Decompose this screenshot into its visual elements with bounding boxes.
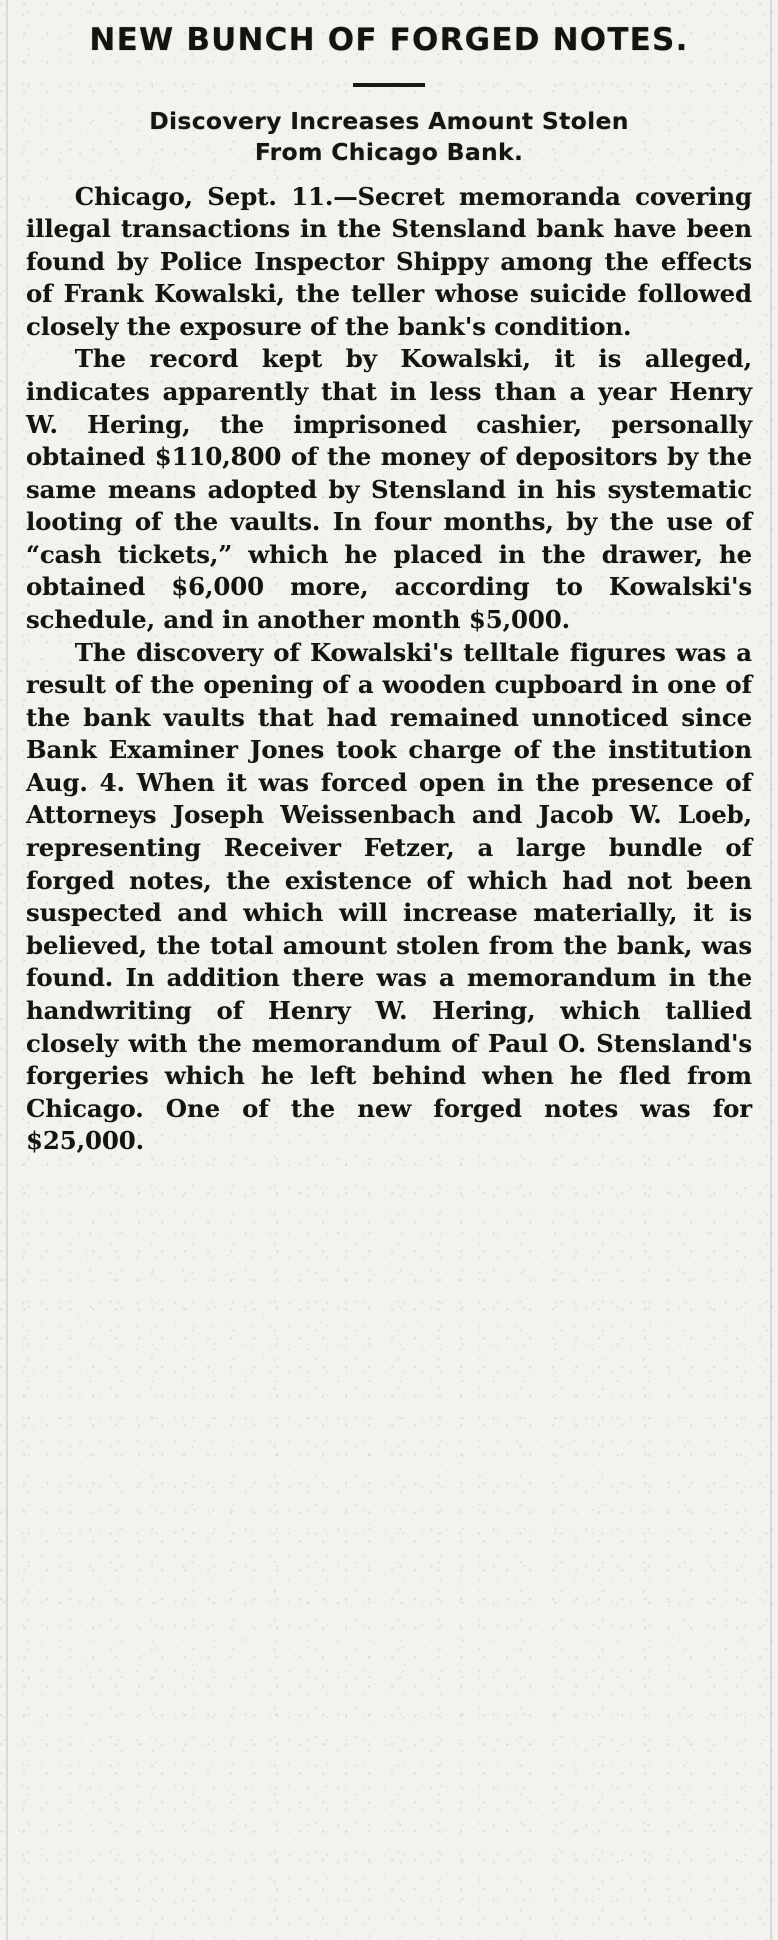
article-paragraph: The record kept by Kowalski, it is alleged, indicates apparently that in less than a year Henry W. Hering, the imprisoned cashier, personally obtained $110,800 of the money of depositors by the same means adopted by Stensland in his systematic looting of the vaults. In four months, by the use of “cash tickets,” which he placed in the drawer, he obtained $6,000 more, according to Kowalski's schedule, and in another month $5,000. [26,344,752,635]
article-body [26,181,752,1158]
article-paragraph: Chicago, Sept. 11.—Secret memoranda covering illegal transactions in the Stensland bank have been found by Police Inspector Shippy among the effects of Frank Kowalski, the teller whose suicide followed closely the exposure of the bank's condition. [26,181,752,341]
subheadline-line-2: From Chicago Bank. [254,138,524,167]
subheadline-line-1: Discovery Increases Amount Stolen [149,107,629,135]
article-headline: NEW BUNCH OF FORGED NOTES. [89,22,689,58]
article-subheadline [26,106,752,169]
article-paragraph: The discovery of Kowalski's telltale figures was a result of the opening of a wooden cupboard in one of the bank vaults that had remained unnoticed since Bank Examiner Jones took charge of the institution Aug. 4. When it was forced open in the presence of Attorneys Joseph Weissenbach and Jacob W. Loeb, representing Receiver Fetzer, a large bundle of forged notes, the existence of which had not been suspected and which will increase materially, it is believed, the total amount stolen from the bank, was found. In addition there was a memorandum in the handwriting of Henry W. Hering, which tallied closely with the memorandum of Paul O. Stensland's forgeries which he left behind when he fled from Chicago. One of the new forged notes was for $25,000. [26,637,752,1156]
divider-rule [353,83,425,87]
headline-divider [26,74,752,92]
